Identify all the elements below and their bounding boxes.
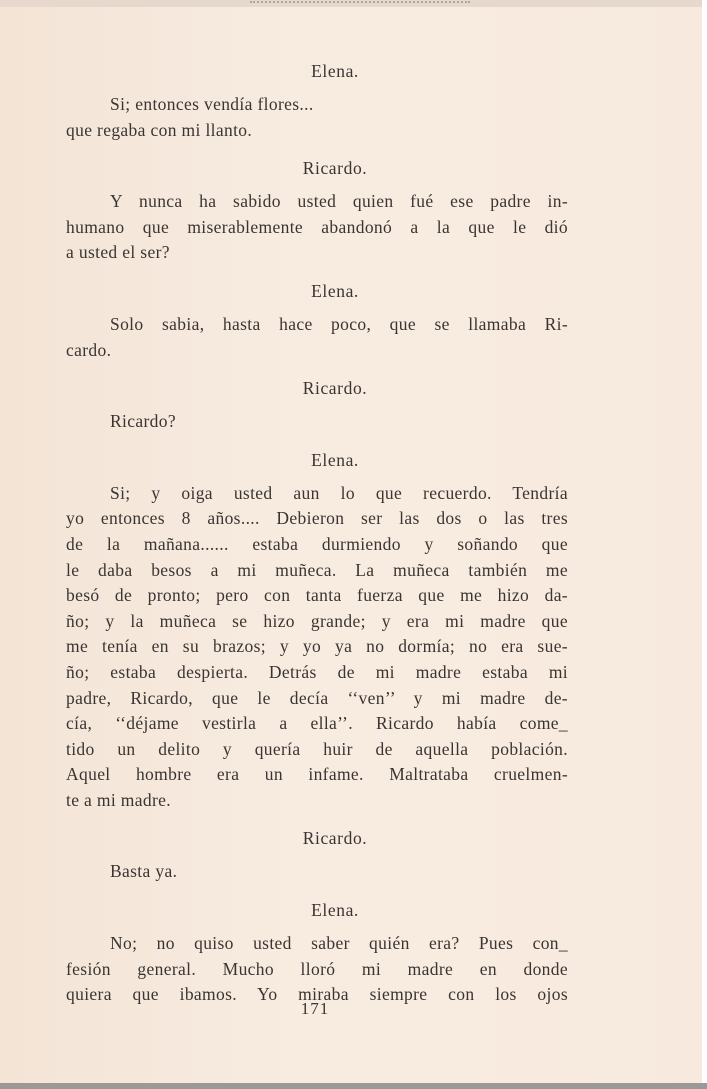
bottom-page-edge xyxy=(0,1083,707,1089)
dialogue-paragraph xyxy=(66,481,568,814)
text-line: humano que miserablemente abandonó a la que le dió xyxy=(66,216,568,237)
speaker-name: Elena. xyxy=(311,900,359,921)
text-line: Basta ya. xyxy=(110,861,178,882)
dialogue-paragraph xyxy=(66,312,568,363)
text-line: Solo sabia, hasta hace poco, que se llamaba Ri- xyxy=(110,313,568,334)
text-line: Si; entonces vendía flores... xyxy=(110,94,314,114)
dialogue-paragraph xyxy=(66,189,568,266)
text-line: te a mi madre. xyxy=(66,789,171,810)
speaker-name: Elena. xyxy=(311,61,359,81)
text-line: yo entonces 8 años.... Debieron ser las dos o las tres xyxy=(66,508,568,529)
text-line: me tenía en su brazos; y yo ya no dormía; no era sue- xyxy=(66,636,568,657)
text-line: padre, Ricardo, que le decía ‘‘ven’’ y mi madre de- xyxy=(66,687,568,708)
right-page-edge xyxy=(702,0,707,1089)
text-line: besó de pronto; pero con tanta fuerza que me hizo da- xyxy=(66,585,568,606)
text-line: ño; estaba despierta. Detrás de mi madre estaba mi xyxy=(66,661,568,682)
text-line: le daba besos a mi muñeca. La muñeca también me xyxy=(66,559,568,580)
speaker-name: Elena. xyxy=(311,280,359,301)
speaker-name: Ricardo. xyxy=(302,378,368,399)
dialogue-paragraph xyxy=(66,92,568,143)
dialogue-text xyxy=(66,58,568,1008)
top-edge-ink-trace xyxy=(250,1,470,6)
text-line: fesión general. Mucho lloró mi madre en donde xyxy=(66,958,568,979)
text-line: de la mañana...... estaba durmiendo y soñando que xyxy=(66,533,568,554)
speaker-name: Ricardo. xyxy=(302,158,368,179)
text-line: que regaba con mi llanto. xyxy=(66,119,253,140)
text-line: ño; y la muñeca se hizo grande; y era mi madre que xyxy=(66,610,568,631)
dialogue-paragraph xyxy=(66,859,568,885)
text-line: quiera que ibamos. Yo miraba siempre con los ojos xyxy=(66,984,568,1005)
dialogue-paragraph xyxy=(66,409,568,435)
top-page-edge xyxy=(0,0,707,7)
text-line: cardo. xyxy=(66,339,112,360)
text-line: No; no quiso usted saber quién era? Pues con_ xyxy=(110,933,568,954)
text-line: cía, ‘‘déjame vestirla a ella’’. Ricardo había come_ xyxy=(66,713,568,734)
dialogue-paragraph xyxy=(66,931,568,1008)
text-line: tido un delito y quería huir de aquella población. xyxy=(66,738,568,759)
text-line: Y nunca ha sabido usted quien fué ese padre in- xyxy=(110,191,568,212)
page-number: 171 xyxy=(300,999,330,1018)
speaker-name: Ricardo. xyxy=(302,828,368,849)
text-line: Ricardo? xyxy=(110,411,176,432)
text-line: Aquel hombre era un infame. Maltrataba cruelmen- xyxy=(66,764,568,785)
speaker-name: Elena. xyxy=(311,449,359,470)
text-line: Si; y oiga usted aun lo que recuerdo. Tendría xyxy=(110,482,568,503)
text-line: a usted el ser? xyxy=(66,242,170,263)
